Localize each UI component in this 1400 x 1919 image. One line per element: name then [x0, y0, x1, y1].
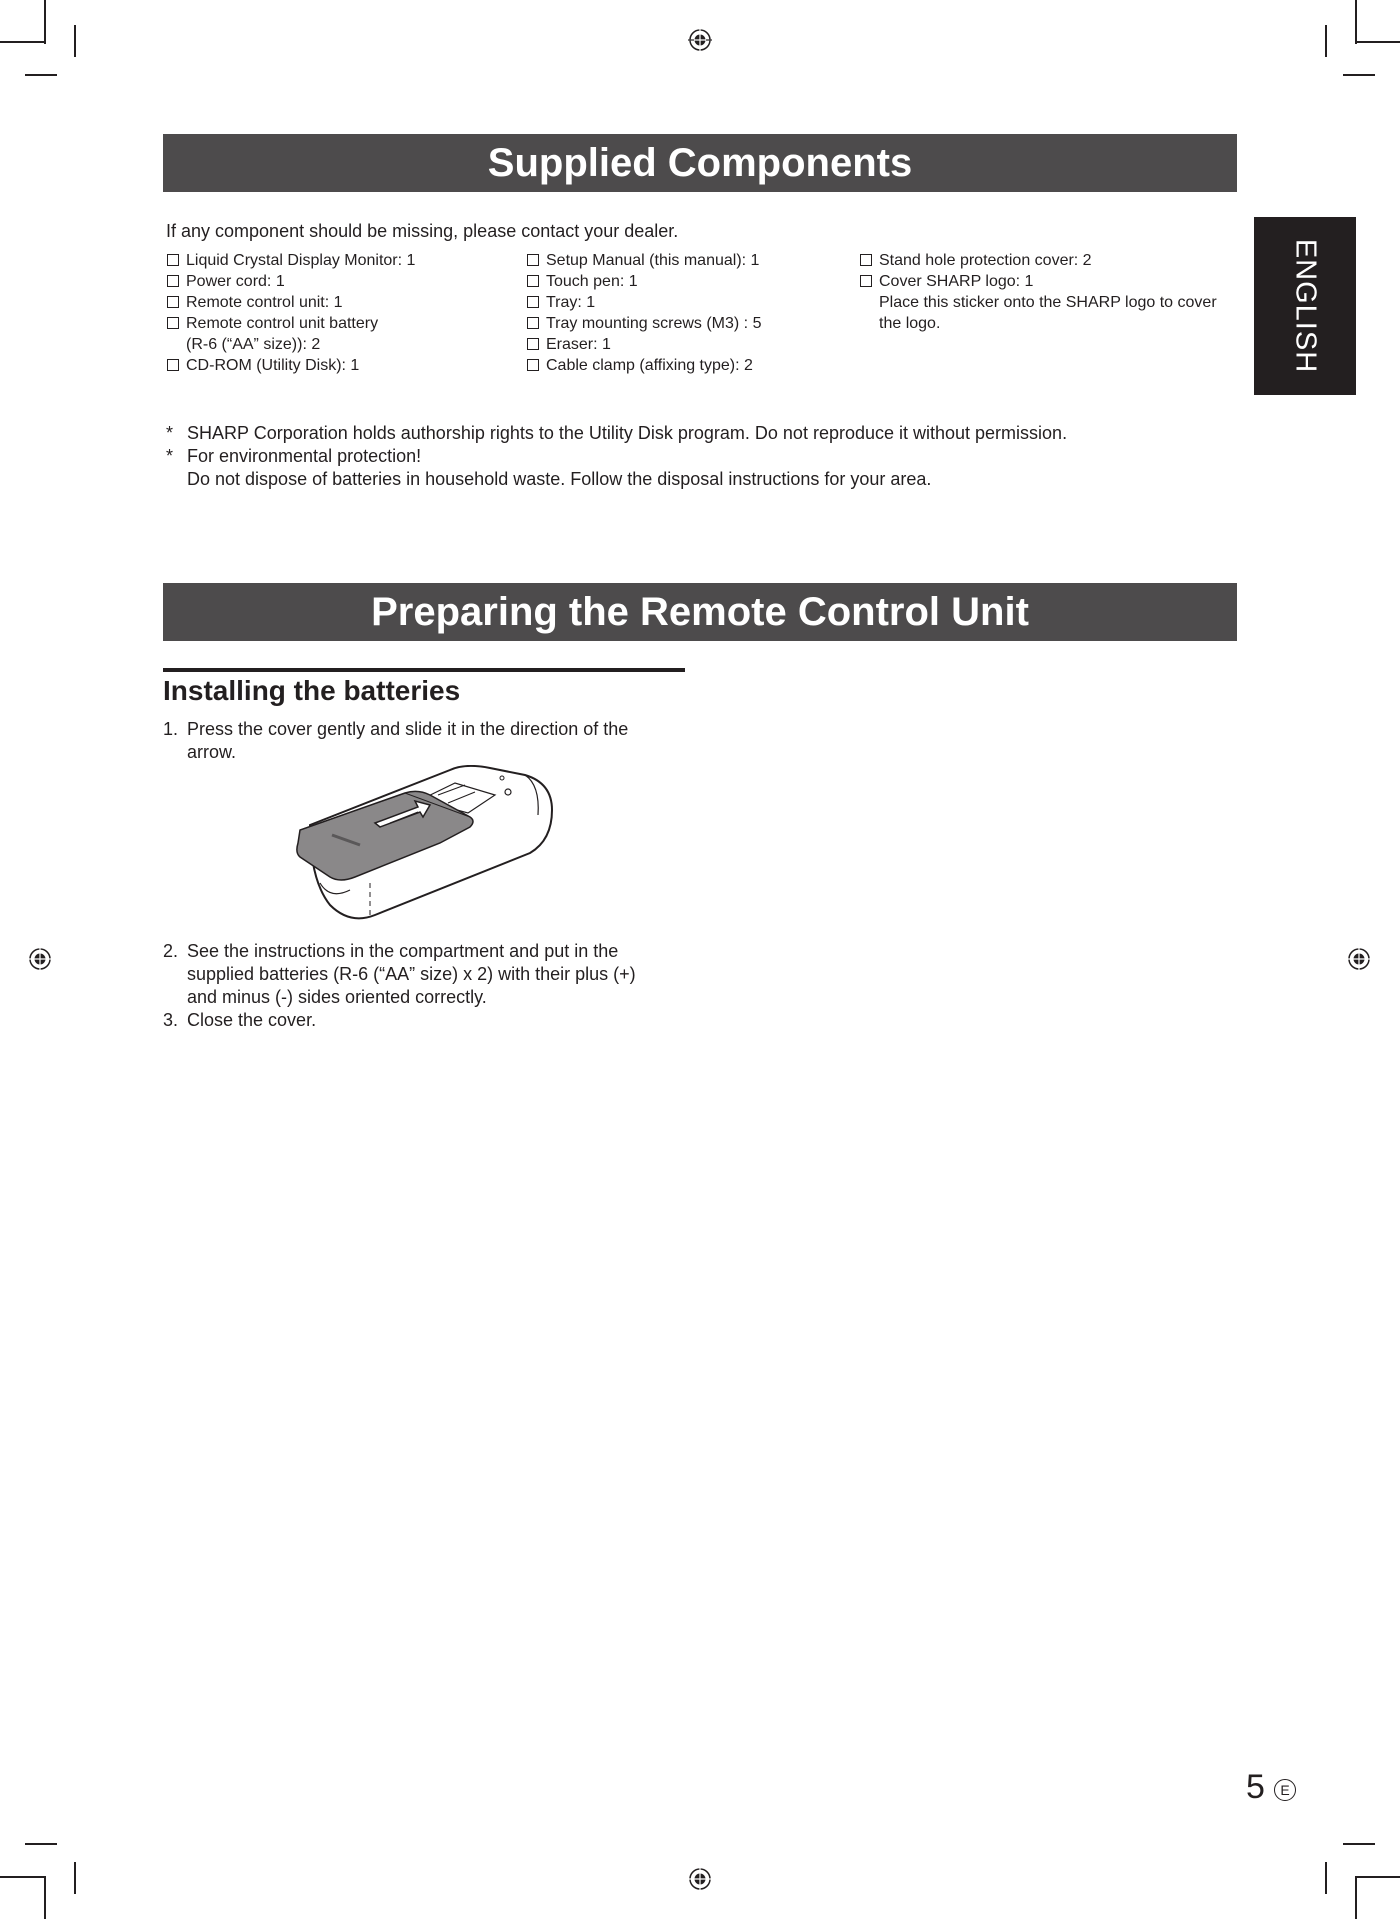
list-item: Eraser: 1 — [526, 334, 761, 355]
footnote: * For environmental protection! — [166, 446, 422, 466]
registration-mark-icon — [688, 28, 712, 52]
component-column-3 — [859, 250, 1217, 334]
checkbox-icon — [167, 359, 179, 371]
page-number: 5 — [1246, 1768, 1265, 1806]
registration-mark-icon — [28, 947, 52, 971]
step-2: 2. See the instructions in the compartment and put in the supplied batteries (R-6 (“AA” size) x 2) with their plus (+) and minus (-) sides oriented correctly. 3. Close the cover. — [163, 940, 683, 1032]
list-item-note: the logo. — [879, 315, 941, 332]
list-item: Cable clamp (affixing type): 2 — [526, 355, 761, 376]
footnote: * SHARP Corporation holds authorship rights to the Utility Disk program. Do not reproduce it without permission. — [166, 423, 1068, 443]
list-item: Tray: 1 — [526, 292, 761, 313]
checkbox-icon — [527, 296, 539, 308]
supplied-intro: If any component should be missing, please contact your dealer. — [166, 221, 679, 241]
language-tab — [1254, 217, 1356, 395]
page-language-marker: E — [1274, 1779, 1296, 1801]
footnote-continuation: Do not dispose of batteries in household waste. Follow the disposal instructions for your area. — [187, 469, 932, 489]
checkbox-icon — [527, 275, 539, 287]
list-item: Setup Manual (this manual): 1 — [526, 250, 761, 271]
remote-battery-cover-illustration — [290, 765, 560, 920]
component-column-1 — [166, 250, 415, 376]
registration-mark-icon — [688, 1867, 712, 1891]
language-tab-label: ENGLISH — [1289, 238, 1322, 374]
step-3: 3. Close the cover. — [163, 1010, 317, 1030]
list-item: Cover SHARP logo: 1 — [859, 271, 1217, 292]
list-item: Power cord: 1 — [166, 271, 415, 292]
checkbox-icon — [860, 275, 872, 287]
checkbox-icon — [527, 338, 539, 350]
registration-mark-icon — [1347, 947, 1371, 971]
step-1: 1. Press the cover gently and slide it in the direction of the arrow. — [163, 719, 629, 762]
checkbox-icon — [527, 359, 539, 371]
checkbox-icon — [167, 275, 179, 287]
list-item: Liquid Crystal Display Monitor: 1 — [166, 250, 415, 271]
list-item: Remote control unit battery — [166, 313, 415, 334]
list-item: Stand hole protection cover: 2 — [859, 250, 1217, 271]
list-item: Remote control unit: 1 — [166, 292, 415, 313]
checkbox-icon — [167, 296, 179, 308]
list-item: Tray mounting screws (M3) : 5 — [526, 313, 761, 334]
checkbox-icon — [527, 317, 539, 329]
list-item: CD-ROM (Utility Disk): 1 — [166, 355, 415, 376]
supplied-components-title: Supplied Components — [163, 134, 1237, 192]
checkbox-icon — [167, 317, 179, 329]
checkbox-icon — [527, 254, 539, 266]
list-item: Touch pen: 1 — [526, 271, 761, 292]
checkbox-icon — [860, 254, 872, 266]
component-column-2 — [526, 250, 761, 376]
list-item-note: Place this sticker onto the SHARP logo to cover — [879, 294, 1217, 311]
remote-section-title: Preparing the Remote Control Unit — [163, 583, 1237, 641]
installing-batteries-heading: Installing the batteries — [163, 668, 685, 707]
list-item-continuation: (R-6 (“AA” size)): 2 — [186, 336, 321, 353]
footnotes — [166, 422, 1067, 491]
checkbox-icon — [167, 254, 179, 266]
